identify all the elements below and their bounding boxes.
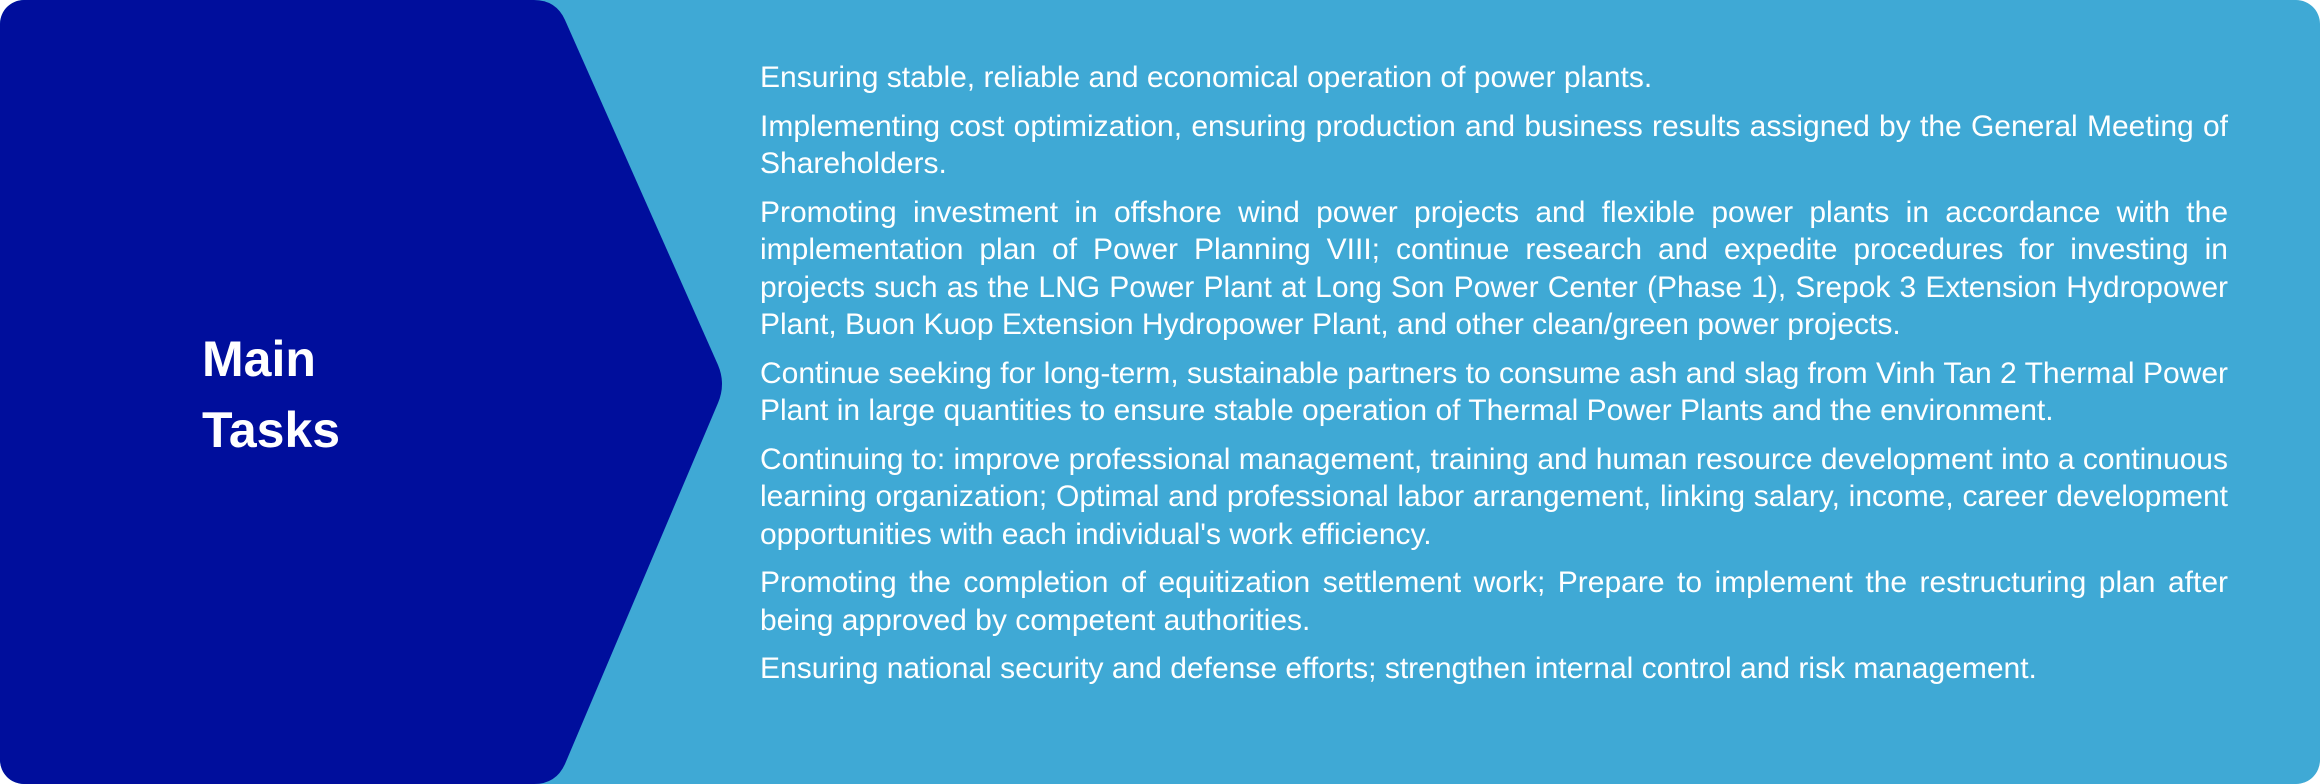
task-list <box>760 59 2228 699</box>
task-item: Promoting the completion of equitization settlement work; Prepare to implement the restructuring plan after being approved by competent authorities. <box>760 566 2228 637</box>
heading-line-1: Main <box>202 331 316 387</box>
task-item: Continuing to: improve professional management, training and human resource development into a continuous learning organization; Optimal and professional labor arrangement, linking salary, income, career development opportunities with each individual's work efficiency. <box>760 442 2228 551</box>
section-heading <box>202 324 502 466</box>
task-item: Promoting investment in offshore wind power projects and flexible power plants in accordance with the implementation plan of Power Planning VIII; continue research and expedite procedures for investing in projects such as the LNG Power Plant at Long Son Power Center (Phase 1), Srepok 3 Extension Hydropower Plant, Buon Kuop Extension Hydropower Plant, and other clean/green power projects. <box>760 195 2228 341</box>
task-item: Implementing cost optimization, ensuring production and business results assigned by the General Meeting of Shareholders. <box>760 109 2228 180</box>
task-item: Ensuring national security and defense efforts; strengthen internal control and risk management. <box>760 652 2037 685</box>
task-item: Continue seeking for long-term, sustainable partners to consume ash and slag from Vinh Tan 2 Thermal Power Plant in large quantities to ensure stable operation of Thermal Power Plants and the environment. <box>760 356 2228 427</box>
heading-line-2: Tasks <box>202 402 341 458</box>
task-item: Ensuring stable, reliable and economical operation of power plants. <box>760 61 1653 94</box>
